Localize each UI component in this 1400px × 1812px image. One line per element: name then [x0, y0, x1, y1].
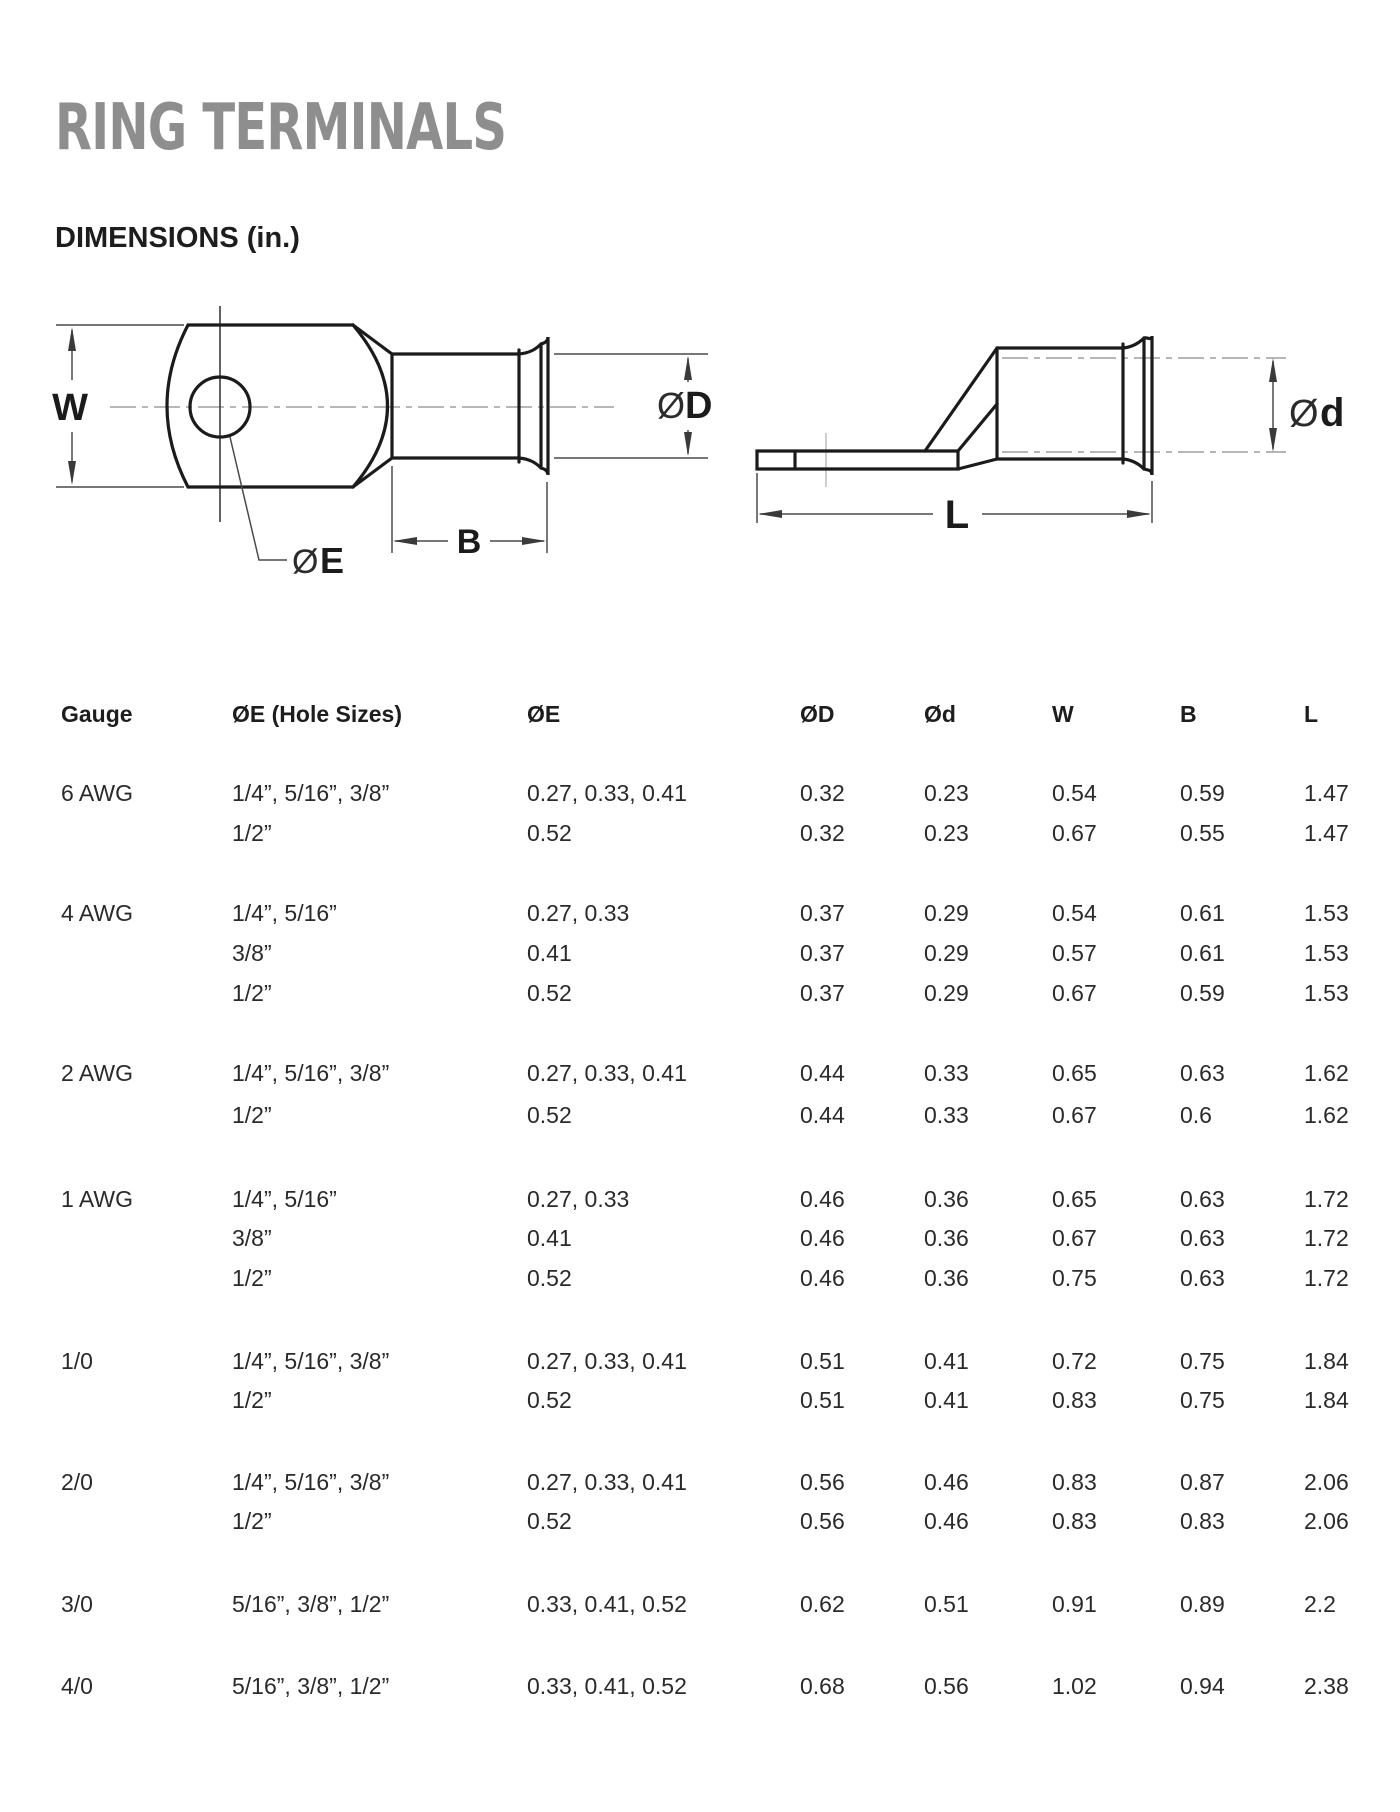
w-cell: 0.54 [1052, 780, 1097, 806]
b-cell: 0.55 [1180, 820, 1225, 846]
b-cell: 0.61 [1180, 900, 1225, 926]
b-cell: 0.75 [1180, 1387, 1225, 1413]
oe-cell: 0.27, 0.33 [527, 1186, 630, 1212]
l-cell: 1.53 [1304, 940, 1349, 966]
oe-cell: 0.52 [527, 1387, 572, 1413]
gauge-cell: 4 AWG [61, 900, 133, 926]
od-small-cell: 0.29 [924, 940, 969, 966]
od-cell: 0.51 [800, 1348, 845, 1374]
odsmall-arrow-up [1269, 358, 1277, 382]
l-cell: 1.47 [1304, 820, 1349, 846]
l-cell: 2.38 [1304, 1673, 1349, 1699]
hole-sizes-cell: 1/4”, 5/16”, 3/8” [232, 1060, 390, 1086]
table-row [0, 933, 1400, 973]
b-cell: 0.94 [1180, 1673, 1225, 1699]
hole-sizes-cell: 3/8” [232, 1225, 272, 1251]
oe-cell: 0.41 [527, 940, 572, 966]
table-row [0, 813, 1400, 853]
hole-sizes-cell: 1/2” [232, 980, 272, 1006]
column-header: L [1304, 701, 1319, 727]
od-cell: 0.46 [800, 1186, 845, 1212]
od-cell: 0.62 [800, 1591, 845, 1617]
od-arrow-down [684, 432, 692, 456]
w-cell: 0.83 [1052, 1508, 1097, 1534]
w-cell: 0.54 [1052, 900, 1097, 926]
hole-sizes-cell: 1/2” [232, 1102, 272, 1128]
od-small-cell: 0.41 [924, 1387, 969, 1413]
od-cell: 0.44 [800, 1060, 845, 1086]
l-cell: 1.84 [1304, 1387, 1349, 1413]
w-cell: 0.67 [1052, 1102, 1097, 1128]
w-cell: 1.02 [1052, 1673, 1097, 1699]
oe-cell: 0.27, 0.33, 0.41 [527, 780, 687, 806]
od-cell: 0.44 [800, 1102, 845, 1128]
hole-sizes-cell: 5/16”, 3/8”, 1/2” [232, 1673, 390, 1699]
hole-sizes-cell: 1/2” [232, 1508, 272, 1534]
l-arrow-left [758, 510, 782, 518]
b-cell: 0.59 [1180, 980, 1225, 1006]
od-small-cell: 0.41 [924, 1348, 969, 1374]
l-cell: 2.06 [1304, 1508, 1349, 1534]
od-small-cell: 0.46 [924, 1508, 969, 1534]
l-cell: 2.2 [1304, 1591, 1336, 1617]
b-cell: 0.83 [1180, 1508, 1225, 1534]
dim-label-odsmall: d [1320, 391, 1345, 435]
front-view [52, 306, 712, 581]
od-small-cell: 0.29 [924, 900, 969, 926]
table-row [0, 1258, 1400, 1298]
od-small-cell: 0.46 [924, 1469, 969, 1495]
oe-cell: 0.33, 0.41, 0.52 [527, 1591, 687, 1617]
column-header: ØD [800, 701, 835, 727]
table-row [0, 1218, 1400, 1258]
oe-cell: 0.41 [527, 1225, 572, 1251]
b-cell: 0.87 [1180, 1469, 1225, 1495]
table-row [0, 1053, 1400, 1093]
od-cell: 0.32 [800, 820, 845, 846]
l-cell: 1.62 [1304, 1060, 1349, 1086]
w-cell: 0.65 [1052, 1186, 1097, 1212]
oe-cell: 0.27, 0.33 [527, 900, 630, 926]
hole-sizes-cell: 1/4”, 5/16”, 3/8” [232, 1348, 390, 1374]
w-cell: 0.65 [1052, 1060, 1097, 1086]
od-small-cell: 0.23 [924, 820, 969, 846]
oe-cell: 0.52 [527, 1102, 572, 1128]
b-cell: 0.89 [1180, 1591, 1225, 1617]
table-row [0, 1380, 1400, 1420]
w-cell: 0.67 [1052, 820, 1097, 846]
table-row [0, 1095, 1400, 1135]
od-cell: 0.68 [800, 1673, 845, 1699]
hole-sizes-cell: 1/2” [232, 1387, 272, 1413]
l-cell: 1.47 [1304, 780, 1349, 806]
l-cell: 1.62 [1304, 1102, 1349, 1128]
od-small-cell: 0.36 [924, 1225, 969, 1251]
dim-label-od: D [685, 385, 713, 427]
od-small-cell: 0.56 [924, 1673, 969, 1699]
gauge-cell: 1/0 [61, 1348, 93, 1374]
oe-cell: 0.52 [527, 820, 572, 846]
w-cell: 0.67 [1052, 1225, 1097, 1251]
b-cell: 0.63 [1180, 1060, 1225, 1086]
b-cell: 0.59 [1180, 780, 1225, 806]
hole-sizes-cell: 1/4”, 5/16” [232, 900, 337, 926]
gauge-cell: 3/0 [61, 1591, 93, 1617]
l-cell: 1.53 [1304, 900, 1349, 926]
column-header: ØE (Hole Sizes) [232, 701, 402, 727]
l-cell: 1.53 [1304, 980, 1349, 1006]
oe-cell: 0.52 [527, 1265, 572, 1291]
oe-cell: 0.27, 0.33, 0.41 [527, 1060, 687, 1086]
od-small-cell: 0.29 [924, 980, 969, 1006]
side-view [757, 336, 1344, 537]
od-small-cell: 0.33 [924, 1102, 969, 1128]
hole-sizes-cell: 1/4”, 5/16”, 3/8” [232, 780, 390, 806]
od-cell: 0.37 [800, 940, 845, 966]
oe-cell: 0.52 [527, 1508, 572, 1534]
ring-outline [167, 325, 392, 487]
oe-cell: 0.52 [527, 980, 572, 1006]
w-cell: 0.75 [1052, 1265, 1097, 1291]
w-cell: 0.83 [1052, 1469, 1097, 1495]
phi-symbol: Ø [1289, 393, 1319, 435]
column-header: B [1180, 701, 1197, 727]
w-cell: 0.72 [1052, 1348, 1097, 1374]
gauge-cell: 6 AWG [61, 780, 133, 806]
l-cell: 1.72 [1304, 1225, 1349, 1251]
hole-sizes-cell: 1/4”, 5/16” [232, 1186, 337, 1212]
l-cell: 1.72 [1304, 1265, 1349, 1291]
od-cell: 0.56 [800, 1508, 845, 1534]
barrel-outline [392, 337, 548, 475]
column-header: W [1052, 701, 1074, 727]
b-cell: 0.63 [1180, 1265, 1225, 1291]
od-cell: 0.32 [800, 780, 845, 806]
l-arrow-right [1127, 510, 1151, 518]
dim-label-l: L [944, 493, 970, 537]
terminal-profile [757, 336, 1152, 475]
b-cell: 0.63 [1180, 1225, 1225, 1251]
l-cell: 1.72 [1304, 1186, 1349, 1212]
table-row [0, 1341, 1400, 1381]
oe-cell: 0.27, 0.33, 0.41 [527, 1469, 687, 1495]
l-cell: 1.84 [1304, 1348, 1349, 1374]
column-header: ØE [527, 701, 561, 727]
odsmall-arrow-down [1269, 428, 1277, 452]
hole-sizes-cell: 5/16”, 3/8”, 1/2” [232, 1591, 390, 1617]
table-row [0, 1501, 1400, 1541]
table-row [0, 1179, 1400, 1219]
b-cell: 0.61 [1180, 940, 1225, 966]
oe-leader-line [230, 437, 287, 560]
od-small-cell: 0.51 [924, 1591, 969, 1617]
od-cell: 0.37 [800, 900, 845, 926]
table-row [0, 893, 1400, 933]
section-title: DIMENSIONS (in.) [55, 222, 300, 254]
gauge-cell: 1 AWG [61, 1186, 133, 1212]
od-small-cell: 0.36 [924, 1265, 969, 1291]
od-cell: 0.37 [800, 980, 845, 1006]
od-cell: 0.46 [800, 1225, 845, 1251]
od-cell: 0.51 [800, 1387, 845, 1413]
l-cell: 2.06 [1304, 1469, 1349, 1495]
table-row [0, 1666, 1400, 1706]
table-row [0, 1462, 1400, 1502]
column-header: Ød [924, 701, 956, 727]
page-title: RING TERMINALS [55, 91, 507, 165]
hole-sizes-cell: 1/4”, 5/16”, 3/8” [232, 1469, 390, 1495]
hole-sizes-cell: 1/2” [232, 1265, 272, 1291]
hole-sizes-cell: 3/8” [232, 940, 272, 966]
table-row [0, 973, 1400, 1013]
phi-symbol: Ø [657, 385, 686, 426]
phi-symbol: Ø [292, 543, 319, 581]
oe-cell: 0.33, 0.41, 0.52 [527, 1673, 687, 1699]
w-arrow-up [68, 327, 76, 351]
od-arrow-up [684, 356, 692, 380]
b-cell: 0.6 [1180, 1102, 1212, 1128]
w-arrow-down [68, 461, 76, 485]
column-header: Gauge [61, 701, 133, 727]
w-cell: 0.91 [1052, 1591, 1097, 1617]
b-arrow-left [393, 537, 417, 545]
b-cell: 0.75 [1180, 1348, 1225, 1374]
gauge-cell: 2 AWG [61, 1060, 133, 1086]
dim-label-b: B [456, 523, 482, 561]
b-arrow-right [522, 537, 546, 545]
od-small-cell: 0.36 [924, 1186, 969, 1212]
dim-label-w: W [52, 387, 88, 429]
w-cell: 0.83 [1052, 1387, 1097, 1413]
table-row [0, 1584, 1400, 1624]
od-small-cell: 0.33 [924, 1060, 969, 1086]
dimension-diagram [0, 0, 1400, 620]
w-cell: 0.67 [1052, 980, 1097, 1006]
gauge-cell: 2/0 [61, 1469, 93, 1495]
table-row [0, 773, 1400, 813]
hole-sizes-cell: 1/2” [232, 820, 272, 846]
od-small-cell: 0.23 [924, 780, 969, 806]
od-cell: 0.46 [800, 1265, 845, 1291]
oe-cell: 0.27, 0.33, 0.41 [527, 1348, 687, 1374]
b-cell: 0.63 [1180, 1186, 1225, 1212]
gauge-cell: 4/0 [61, 1673, 93, 1699]
w-cell: 0.57 [1052, 940, 1097, 966]
dim-label-oe: E [320, 540, 345, 581]
od-cell: 0.56 [800, 1469, 845, 1495]
